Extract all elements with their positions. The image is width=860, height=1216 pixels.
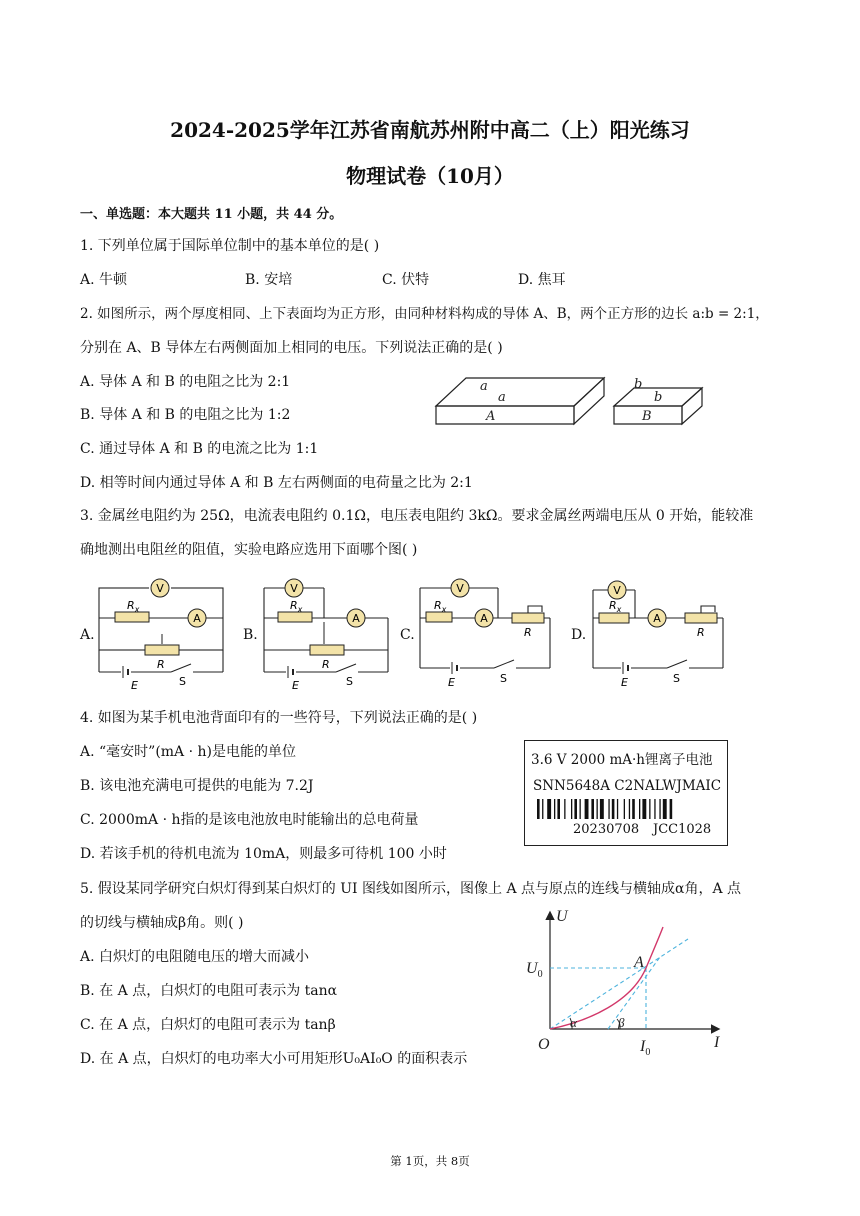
q5-stem-line1: 5. 假设某同学研究白炽灯得到某白炽灯的 UI 图线如图所示，图像上 A 点与原点的连线与横轴成α角，A 点	[80, 881, 742, 897]
page-subtitle: 物理试卷（10月）	[346, 164, 514, 188]
q2-option-c: C. 通过导体 A 和 B 的电流之比为 1:1	[80, 441, 319, 457]
rx-label: $R_x$	[434, 599, 447, 614]
q4-stem: 4. 如图为某手机电池背面印有的一些符号，下列说法正确的是( )	[80, 710, 478, 726]
battery-label: E	[621, 676, 628, 689]
q2-label-a-edge: a	[480, 379, 488, 394]
battery-date-code: 20230708	[573, 822, 640, 837]
q3-circuit-c	[418, 576, 558, 691]
origin-label: O	[538, 1036, 550, 1053]
axis-i-label: I	[714, 1034, 720, 1051]
alpha-label: α	[570, 1015, 577, 1030]
q3-stem-line2: 确地测出电阻丝的阻值，实验电路应选用下面哪个图( )	[80, 542, 418, 558]
rx-label: $R_x$	[290, 599, 303, 614]
page-title: 2024-2025学年江苏省南航苏州附中高二（上）阳光练习	[170, 118, 690, 142]
q2-conductor-figure	[430, 348, 730, 428]
section-heading: 一、单选题：本大题共 11 小题，共 44 分。	[80, 207, 343, 222]
q2-option-a: A. 导体 A 和 B 的电阻之比为 2:1	[80, 374, 291, 390]
rheostat-label: R	[322, 658, 330, 671]
q5-option-b: B. 在 A 点，白炽灯的电阻可表示为 tanα	[80, 983, 338, 999]
rheostat-label: R	[697, 626, 705, 639]
battery-label-box	[524, 740, 728, 846]
rheostat-label: R	[524, 626, 532, 639]
q1-option-b: B. 安培	[245, 272, 293, 288]
q2-stem-line1: 2. 如图所示，两个厚度相同、上下表面均为正方形，由同种材料构成的导体 A、B，两个正方形的边长 a:b = 2:1，	[80, 306, 769, 322]
i0-label: $I_0$	[640, 1038, 651, 1058]
q2-option-b: B. 导体 A 和 B 的电阻之比为 1:2	[80, 407, 291, 423]
point-a-label: A	[634, 954, 644, 971]
ammeter-label: A	[352, 612, 360, 625]
q4-option-c: C. 2000mA · h指的是该电池放电时能输出的总电荷量	[80, 812, 419, 828]
switch-label: S	[500, 672, 507, 685]
q3-circuit-d	[591, 576, 731, 691]
voltmeter-label: V	[613, 584, 621, 597]
q3-option-d: D.	[571, 627, 587, 643]
u0-label: $U_0$	[526, 960, 543, 980]
q3-stem-line1: 3. 金属丝电阻约为 25Ω，电流表电阻约 0.1Ω，电压表电阻约 3kΩ。要求金属丝两端电压从 0 开始，能较准	[80, 508, 754, 524]
switch-label: S	[179, 675, 186, 688]
rheostat-label: R	[157, 658, 165, 671]
q5-ui-graph	[520, 905, 730, 1065]
voltmeter-label: V	[156, 582, 164, 595]
q5-option-c: C. 在 A 点，白炽灯的电阻可表示为 tanβ	[80, 1017, 336, 1033]
q3-circuit-a	[97, 576, 232, 691]
q1-stem: 1. 下列单位属于国际单位制中的基本单位的是( )	[80, 238, 380, 254]
switch-label: S	[673, 672, 680, 685]
barcode	[537, 799, 721, 819]
battery-label: E	[292, 679, 299, 692]
battery-serial: SNN5648A C2NALWJMAIC	[533, 778, 722, 794]
q5-option-a: A. 白炽灯的电阻随电压的增大而减小	[80, 949, 310, 965]
q3-circuit-b	[262, 576, 397, 691]
ammeter-label: A	[653, 612, 661, 625]
switch-label: S	[346, 675, 353, 688]
q5-option-d: D. 在 A 点，白炽灯的电功率大小可用矩形U₀AI₀O 的面积表示	[80, 1051, 468, 1067]
battery-spec: 3.6 V 2000 mA·h锂离子电池	[531, 752, 713, 768]
q2-label-b-edge: b	[634, 377, 643, 392]
q2-label-a-top: a	[498, 390, 506, 405]
q3-option-b: B.	[243, 627, 258, 643]
q3-option-c: C.	[400, 627, 415, 643]
voltmeter-label: V	[290, 582, 298, 595]
q4-option-b: B. 该电池充满电可提供的电能为 7.2J	[80, 778, 314, 794]
ammeter-label: A	[193, 612, 201, 625]
q1-option-a: A. 牛顿	[80, 272, 128, 288]
q1-option-c: C. 伏特	[382, 272, 430, 288]
q2-label-B: B	[642, 409, 652, 424]
page-footer: 第 1页，共 8页	[390, 1154, 470, 1168]
q2-option-d: D. 相等时间内通过导体 A 和 B 左右两侧面的电荷量之比为 2:1	[80, 475, 473, 491]
beta-label: β	[618, 1015, 625, 1030]
ammeter-label: A	[480, 612, 488, 625]
voltmeter-label: V	[456, 582, 464, 595]
q4-option-d: D. 若该手机的待机电流为 10mA，则最多可待机 100 小时	[80, 846, 447, 862]
rx-label: $R_x$	[127, 599, 140, 614]
battery-label: E	[448, 676, 455, 689]
q3-option-a: A.	[80, 627, 95, 643]
battery-batch-code: JCC1028	[653, 822, 712, 837]
q1-option-d: D. 焦耳	[518, 272, 566, 288]
q5-stem-line2: 的切线与横轴成β角。则( )	[80, 915, 244, 931]
rx-label: $R_x$	[609, 599, 622, 614]
q2-stem-line2: 分别在 A、B 导体左右两侧面加上相同的电压。下列说法正确的是( )	[80, 340, 503, 356]
q2-label-A: A	[486, 409, 496, 424]
q2-label-b-top: b	[654, 390, 663, 405]
q4-option-a: A. “毫安时”(mA · h)是电能的单位	[80, 744, 297, 760]
axis-u-label: U	[556, 908, 568, 925]
battery-label: E	[131, 679, 138, 692]
